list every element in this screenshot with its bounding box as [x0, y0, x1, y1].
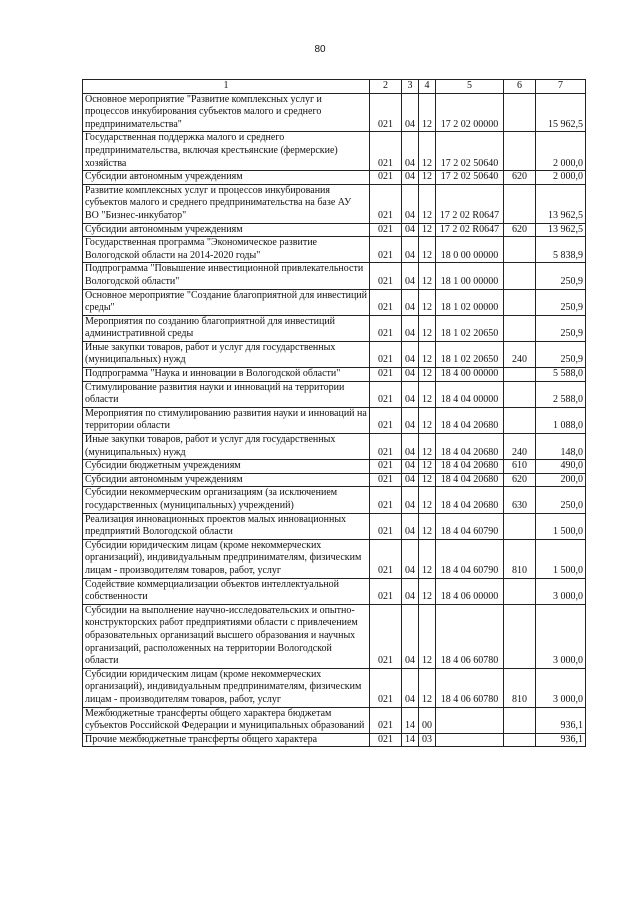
row-cell-c7: 250,9 [536, 341, 586, 367]
row-cell-c6 [504, 368, 536, 382]
row-cell-c7: 3 000,0 [536, 578, 586, 604]
row-cell-c2: 021 [370, 93, 402, 132]
row-cell-c3: 04 [402, 539, 419, 578]
row-cell-c4: 12 [419, 381, 436, 407]
row-cell-c7: 2 000,0 [536, 171, 586, 185]
column-header: 1 [83, 80, 370, 94]
row-cell-c6: 620 [504, 223, 536, 237]
row-cell-c4: 12 [419, 513, 436, 539]
row-cell-c6: 610 [504, 460, 536, 474]
row-cell-c5: 18 1 00 00000 [436, 263, 504, 289]
row-cell-c3: 04 [402, 171, 419, 185]
row-cell-c7: 200,0 [536, 473, 586, 487]
row-name-cell: Субсидии некоммерческим организациям (за исключением государственных (муниципальных) учреждений) [83, 487, 370, 513]
table-row [83, 473, 586, 487]
row-cell-c7: 2 000,0 [536, 132, 586, 171]
row-cell-c5: 17 2 02 00000 [436, 93, 504, 132]
row-cell-c4: 12 [419, 434, 436, 460]
table-row [83, 93, 586, 132]
table-row [83, 407, 586, 433]
row-cell-c7: 13 962,5 [536, 223, 586, 237]
row-name-cell: Субсидии автономным учреждениям [83, 171, 370, 185]
row-name-cell: Прочие межбюджетные трансферты общего характера [83, 733, 370, 747]
row-cell-c3: 04 [402, 407, 419, 433]
row-cell-c7: 936,1 [536, 733, 586, 747]
row-cell-c2: 021 [370, 184, 402, 223]
row-cell-c2: 021 [370, 604, 402, 668]
table-row [83, 513, 586, 539]
row-cell-c4: 12 [419, 132, 436, 171]
table-row [83, 184, 586, 223]
row-cell-c2: 021 [370, 289, 402, 315]
row-cell-c6: 810 [504, 539, 536, 578]
row-name-cell: Субсидии юридическим лицам (кроме некоммерческих организаций), индивидуальным предпринимателям, физическим лицам - производителям товаров, работ, услуг [83, 668, 370, 707]
row-cell-c6 [504, 381, 536, 407]
row-cell-c2: 021 [370, 460, 402, 474]
row-name-cell: Субсидии юридическим лицам (кроме некоммерческих организаций), индивидуальным предпринимателям, физическим лицам - производителям товаров, работ, услуг [83, 539, 370, 578]
row-cell-c4: 12 [419, 237, 436, 263]
row-cell-c4: 12 [419, 93, 436, 132]
row-cell-c2: 021 [370, 381, 402, 407]
row-name-cell: Подпрограмма "Повышение инвестиционной привлекательности Вологодской области" [83, 263, 370, 289]
row-cell-c5: 18 1 02 00000 [436, 289, 504, 315]
row-cell-c5: 18 4 00 00000 [436, 368, 504, 382]
row-cell-c2: 021 [370, 407, 402, 433]
row-cell-c6 [504, 733, 536, 747]
column-header: 4 [419, 80, 436, 94]
row-cell-c7: 3 000,0 [536, 604, 586, 668]
row-cell-c3: 04 [402, 93, 419, 132]
row-cell-c6 [504, 578, 536, 604]
row-cell-c6: 620 [504, 171, 536, 185]
row-cell-c2: 021 [370, 668, 402, 707]
row-cell-c7: 250,9 [536, 263, 586, 289]
row-cell-c4: 12 [419, 263, 436, 289]
row-cell-c5: 18 4 06 60780 [436, 604, 504, 668]
row-name-cell: Развитие комплексных услуг и процессов инкубирования субъектов малого и среднего предпринимательства на базе АУ ВО "Бизнес-инкубатор" [83, 184, 370, 223]
row-cell-c5: 18 4 04 20680 [436, 460, 504, 474]
row-name-cell: Стимулирование развития науки и инноваций на территории области [83, 381, 370, 407]
row-cell-c6: 240 [504, 434, 536, 460]
row-cell-c4: 12 [419, 604, 436, 668]
row-cell-c4: 00 [419, 707, 436, 733]
row-cell-c3: 04 [402, 668, 419, 707]
row-cell-c4: 12 [419, 539, 436, 578]
row-cell-c2: 021 [370, 132, 402, 171]
row-cell-c4: 12 [419, 223, 436, 237]
row-name-cell: Основное мероприятие "Создание благоприятной для инвестиций среды" [83, 289, 370, 315]
row-cell-c5 [436, 707, 504, 733]
table-row [83, 487, 586, 513]
row-cell-c5: 18 4 04 60790 [436, 539, 504, 578]
row-cell-c4: 12 [419, 184, 436, 223]
row-cell-c2: 021 [370, 733, 402, 747]
row-name-cell: Субсидии бюджетным учреждениям [83, 460, 370, 474]
row-name-cell: Иные закупки товаров, работ и услуг для государственных (муниципальных) нужд [83, 434, 370, 460]
row-cell-c6 [504, 184, 536, 223]
row-cell-c2: 021 [370, 171, 402, 185]
row-cell-c7: 5 588,0 [536, 368, 586, 382]
row-name-cell: Субсидии на выполнение научно-исследовательских и опытно-конструкторских работ предприятиями области с привлечением образовательных организаций высшего образования и научных организаций, расположенных на территории Вологодской области [83, 604, 370, 668]
row-cell-c4: 12 [419, 171, 436, 185]
row-cell-c4: 12 [419, 487, 436, 513]
row-cell-c3: 04 [402, 289, 419, 315]
row-cell-c6 [504, 513, 536, 539]
row-cell-c2: 021 [370, 473, 402, 487]
table-row [83, 223, 586, 237]
row-cell-c4: 12 [419, 578, 436, 604]
row-cell-c4: 03 [419, 733, 436, 747]
row-cell-c3: 04 [402, 460, 419, 474]
row-cell-c3: 04 [402, 604, 419, 668]
row-cell-c7: 490,0 [536, 460, 586, 474]
row-cell-c6 [504, 263, 536, 289]
row-cell-c4: 12 [419, 668, 436, 707]
row-cell-c5: 18 4 04 20680 [436, 487, 504, 513]
row-cell-c6: 630 [504, 487, 536, 513]
row-cell-c3: 04 [402, 184, 419, 223]
row-cell-c7: 1 500,0 [536, 513, 586, 539]
row-cell-c2: 021 [370, 315, 402, 341]
row-name-cell: Мероприятия по созданию благоприятной для инвестиций административной среды [83, 315, 370, 341]
row-cell-c2: 021 [370, 513, 402, 539]
row-cell-c7: 13 962,5 [536, 184, 586, 223]
row-cell-c3: 04 [402, 132, 419, 171]
row-cell-c7: 2 588,0 [536, 381, 586, 407]
table-row [83, 604, 586, 668]
row-cell-c3: 04 [402, 578, 419, 604]
row-cell-c2: 021 [370, 223, 402, 237]
table-row [83, 733, 586, 747]
row-name-cell: Мероприятия по стимулированию развития науки и инноваций на территории области [83, 407, 370, 433]
column-header: 3 [402, 80, 419, 94]
row-cell-c5: 17 2 02 R0647 [436, 223, 504, 237]
table-row [83, 237, 586, 263]
table-row [83, 341, 586, 367]
row-cell-c7: 936,1 [536, 707, 586, 733]
row-cell-c4: 12 [419, 341, 436, 367]
row-cell-c4: 12 [419, 289, 436, 315]
row-cell-c6 [504, 707, 536, 733]
table-row [83, 578, 586, 604]
row-cell-c7: 1 500,0 [536, 539, 586, 578]
table-row [83, 460, 586, 474]
row-name-cell: Субсидии автономным учреждениям [83, 473, 370, 487]
row-cell-c6 [504, 93, 536, 132]
table-row [83, 289, 586, 315]
row-cell-c3: 04 [402, 237, 419, 263]
column-header: 5 [436, 80, 504, 94]
row-cell-c5: 18 4 04 20680 [436, 407, 504, 433]
row-cell-c4: 12 [419, 460, 436, 474]
row-cell-c5 [436, 733, 504, 747]
row-name-cell: Субсидии автономным учреждениям [83, 223, 370, 237]
row-cell-c3: 14 [402, 707, 419, 733]
row-cell-c6 [504, 289, 536, 315]
row-cell-c7: 15 962,5 [536, 93, 586, 132]
row-cell-c5: 18 4 04 20680 [436, 434, 504, 460]
row-cell-c3: 04 [402, 223, 419, 237]
row-cell-c7: 1 088,0 [536, 407, 586, 433]
row-cell-c2: 021 [370, 341, 402, 367]
row-cell-c2: 021 [370, 368, 402, 382]
row-cell-c5: 18 4 04 60790 [436, 513, 504, 539]
row-cell-c3: 04 [402, 473, 419, 487]
row-cell-c2: 021 [370, 578, 402, 604]
row-cell-c2: 021 [370, 707, 402, 733]
column-header: 6 [504, 80, 536, 94]
row-cell-c6 [504, 604, 536, 668]
row-cell-c3: 04 [402, 341, 419, 367]
row-name-cell: Подпрограмма "Наука и инновации в Вологодской области" [83, 368, 370, 382]
row-cell-c5: 17 2 02 50640 [436, 171, 504, 185]
row-cell-c5: 18 4 06 60780 [436, 668, 504, 707]
row-cell-c6: 810 [504, 668, 536, 707]
row-cell-c5: 18 4 04 20680 [436, 473, 504, 487]
table-row [83, 368, 586, 382]
row-cell-c7: 3 000,0 [536, 668, 586, 707]
row-cell-c6: 240 [504, 341, 536, 367]
row-cell-c3: 14 [402, 733, 419, 747]
row-cell-c6 [504, 237, 536, 263]
row-cell-c7: 148,0 [536, 434, 586, 460]
row-cell-c5: 17 2 02 50640 [436, 132, 504, 171]
row-cell-c6 [504, 407, 536, 433]
row-name-cell: Содействие коммерциализации объектов интеллектуальной собственности [83, 578, 370, 604]
row-cell-c5: 18 1 02 20650 [436, 315, 504, 341]
row-cell-c6 [504, 315, 536, 341]
table-row [83, 707, 586, 733]
row-cell-c2: 021 [370, 237, 402, 263]
header-row [83, 80, 586, 94]
row-cell-c4: 12 [419, 473, 436, 487]
row-cell-c6: 620 [504, 473, 536, 487]
table-row [83, 668, 586, 707]
row-name-cell: Реализация инновационных проектов малых инновационных предприятий Вологодской области [83, 513, 370, 539]
row-cell-c5: 18 4 04 00000 [436, 381, 504, 407]
page-number: 80 [314, 44, 326, 55]
budget-table [82, 79, 586, 747]
row-name-cell: Основное мероприятие "Развитие комплексных услуг и процессов инкубирования субъектов малого и среднего предпринимательства" [83, 93, 370, 132]
row-cell-c4: 12 [419, 407, 436, 433]
row-cell-c3: 04 [402, 263, 419, 289]
row-cell-c3: 04 [402, 368, 419, 382]
row-cell-c3: 04 [402, 487, 419, 513]
row-cell-c2: 021 [370, 539, 402, 578]
row-cell-c5: 18 4 06 00000 [436, 578, 504, 604]
row-cell-c5: 18 0 00 00000 [436, 237, 504, 263]
row-cell-c2: 021 [370, 434, 402, 460]
row-cell-c7: 5 838,9 [536, 237, 586, 263]
table-row [83, 263, 586, 289]
row-cell-c7: 250,0 [536, 487, 586, 513]
row-cell-c5: 17 2 02 R0647 [436, 184, 504, 223]
row-cell-c2: 021 [370, 487, 402, 513]
column-header: 2 [370, 80, 402, 94]
table-row [83, 381, 586, 407]
row-cell-c3: 04 [402, 434, 419, 460]
table-row [83, 315, 586, 341]
row-cell-c3: 04 [402, 315, 419, 341]
row-name-cell: Государственная программа "Экономическое развитие Вологодской области на 2014-2020 годы" [83, 237, 370, 263]
row-cell-c2: 021 [370, 263, 402, 289]
row-cell-c4: 12 [419, 315, 436, 341]
row-cell-c7: 250,9 [536, 315, 586, 341]
row-cell-c3: 04 [402, 381, 419, 407]
table-row [83, 539, 586, 578]
row-cell-c3: 04 [402, 513, 419, 539]
row-cell-c7: 250,9 [536, 289, 586, 315]
row-cell-c6 [504, 132, 536, 171]
column-header: 7 [536, 80, 586, 94]
table-row [83, 132, 586, 171]
row-cell-c4: 12 [419, 368, 436, 382]
table-row [83, 171, 586, 185]
row-name-cell: Межбюджетные трансферты общего характера бюджетам субъектов Российской Федерации и муниципальных образований [83, 707, 370, 733]
table-row [83, 434, 586, 460]
row-cell-c5: 18 1 02 20650 [436, 341, 504, 367]
row-name-cell: Государственная поддержка малого и среднего предпринимательства, включая крестьянские (фермерские) хозяйства [83, 132, 370, 171]
row-name-cell: Иные закупки товаров, работ и услуг для государственных (муниципальных) нужд [83, 341, 370, 367]
